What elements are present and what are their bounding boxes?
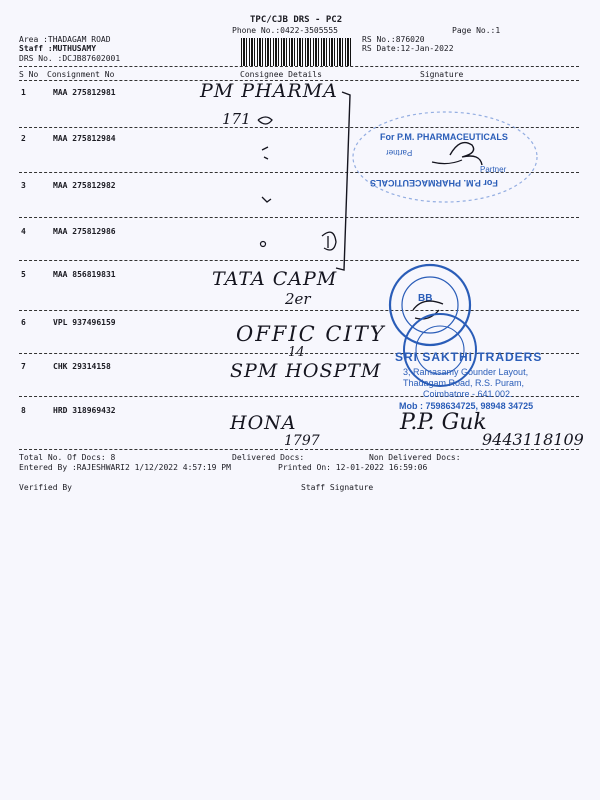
stamp-line: Coimbatore - 641 002. xyxy=(423,389,513,399)
row-consignment: MAA 275812986 xyxy=(53,227,116,236)
pm-pharma-stamp xyxy=(350,110,540,205)
stamp-line: Mob : 7598634725, 98948 34725 xyxy=(399,401,534,411)
row-consignment: HRD 318969432 xyxy=(53,406,116,415)
stamp-line: SRI SAKTHI TRADERS xyxy=(395,350,543,364)
row-sno: 7 xyxy=(21,362,26,371)
printed-on: Printed On: 12-01-2022 16:59:06 xyxy=(278,463,428,472)
row-sno: 5 xyxy=(21,270,26,279)
handwritten-phone: 9443118109 xyxy=(482,430,584,449)
stamp-line: Partner xyxy=(480,165,507,174)
row-hand-note: 14 xyxy=(288,345,305,360)
row-sno: 8 xyxy=(21,406,26,415)
row-hand-name: TATA CAPM xyxy=(212,268,338,290)
non-delivered-docs: Non Delivered Docs: xyxy=(369,453,461,462)
staff-signature: Staff Signature xyxy=(301,483,374,492)
row-consignment: MAA 275812981 xyxy=(53,88,116,97)
verified-by: Verified By xyxy=(19,483,72,492)
handwritten-signature: P.P. Guk xyxy=(400,410,487,435)
document-title: TPC/CJB DRS - PC2 xyxy=(250,15,343,25)
row-consignment: CHK 29314158 xyxy=(53,362,111,371)
drs-number: DRS No. :DCJB87602001 xyxy=(19,54,121,63)
rs-date: RS Date:12-Jan-2022 xyxy=(362,44,454,53)
row-consignment: MAA 856819831 xyxy=(53,270,116,279)
row-hand-name: OFFIC CITY xyxy=(236,322,386,346)
row-hand-name: SPM HOSPTM xyxy=(230,360,382,382)
col-consignment: Consignment No xyxy=(47,70,115,79)
row-hand-note: 171 xyxy=(222,110,251,128)
row-sno: 1 xyxy=(21,88,26,97)
row-consignment: VPL 937496159 xyxy=(53,318,116,327)
row-hand-note: 1797 xyxy=(284,433,320,449)
total-docs: Total No. Of Docs: 8 xyxy=(19,453,116,462)
row-sno: 2 xyxy=(21,134,26,143)
row-sno: 4 xyxy=(21,227,26,236)
row-hand-name: PM PHARMA xyxy=(200,80,338,102)
entered-by: Entered By :RAJESHWARI2 1/12/2022 4:57:19 PM xyxy=(19,463,231,472)
row-sno: 3 xyxy=(21,181,26,190)
row-hand-note: 2er xyxy=(285,290,311,308)
stamp-line: Thadagam Road, R.S. Puram, xyxy=(403,378,525,388)
staff-label: Staff :MUTHUSAMY xyxy=(19,44,97,53)
row-consignment: MAA 275812982 xyxy=(53,181,116,190)
delivered-docs: Delivered Docs: xyxy=(232,453,305,462)
col-sno: S No xyxy=(19,70,39,79)
col-consignee: Consignee Details xyxy=(240,70,322,79)
svg-text:BB: BB xyxy=(418,293,433,304)
stamp-line: For P.M. PHARMACEUTICALS xyxy=(370,178,498,188)
page-number: Page No.:1 xyxy=(452,26,501,35)
area-label: Area :THADAGAM ROAD xyxy=(19,35,111,44)
phone-number: Phone No.:0422-3505555 xyxy=(232,26,338,35)
rs-number: RS No.:876020 xyxy=(362,35,425,44)
row-sno: 6 xyxy=(21,318,26,327)
stamp-line: Partner xyxy=(386,148,413,157)
stamp-line: For P.M. PHARMACEUTICALS xyxy=(380,132,508,142)
row-consignment: MAA 275812984 xyxy=(53,134,116,143)
stamp-line: 3, Ramasamy Gounder Layout, xyxy=(403,367,529,377)
row-hand-name: HONA xyxy=(230,412,297,434)
col-signature: Signature xyxy=(420,70,464,79)
